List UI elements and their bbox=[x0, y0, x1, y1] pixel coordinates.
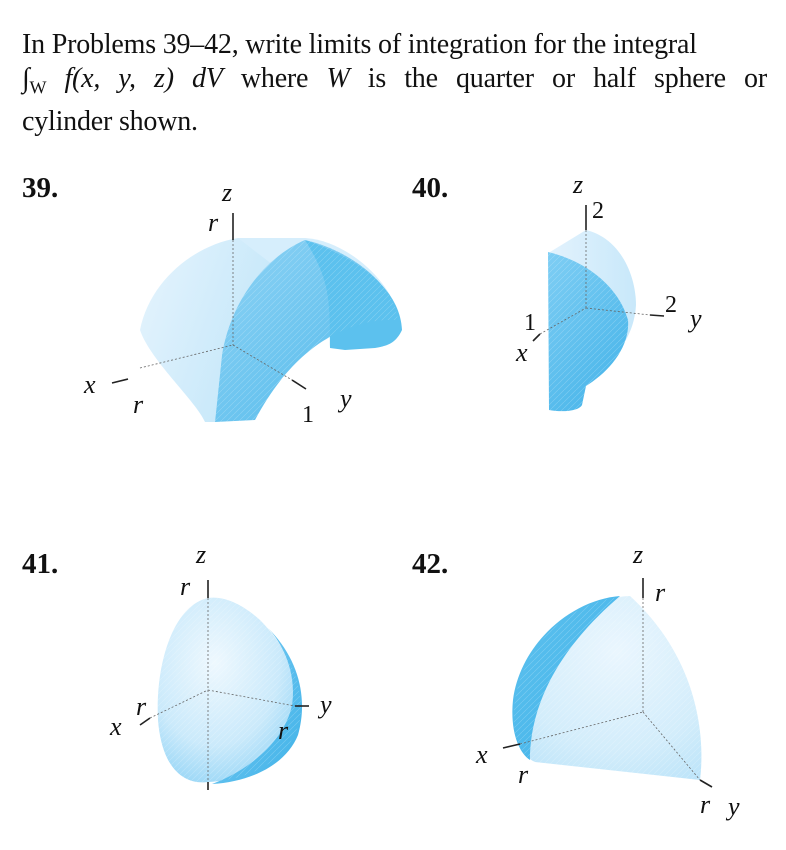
fig39-label-x: x bbox=[84, 370, 96, 399]
fig39-label-y: y bbox=[340, 384, 352, 413]
intro-line-1: In Problems 39–42, write limits of integration for the integral bbox=[22, 29, 697, 60]
fig42-label-y: y bbox=[728, 792, 740, 821]
fig39-label-r-x: r bbox=[133, 390, 144, 419]
fig39-label-r-top: r bbox=[208, 208, 219, 237]
intro-rest: is the quarter or half sphere or bbox=[367, 63, 767, 94]
fig42-label-r-y: r bbox=[700, 790, 711, 819]
problem-number-39: 39. bbox=[22, 172, 59, 204]
fig40-label-y: y bbox=[690, 304, 702, 333]
integral-sign: ∫ bbox=[22, 63, 30, 94]
fig42-label-z: z bbox=[633, 540, 644, 569]
integral-subscript: W bbox=[29, 77, 47, 98]
fig39-label-one: 1 bbox=[302, 402, 314, 428]
fig40-label-two-z: 2 bbox=[592, 198, 604, 224]
fig40-label-one: 1 bbox=[524, 310, 536, 336]
fig40-label-z: z bbox=[573, 170, 584, 199]
region-symbol: W bbox=[326, 63, 350, 94]
fig42-solid bbox=[512, 596, 701, 780]
problem-number-40: 40. bbox=[412, 172, 449, 204]
fig39-label-z: z bbox=[222, 178, 233, 207]
fig42-label-x: x bbox=[476, 740, 488, 769]
fig41-label-x: x bbox=[110, 712, 122, 741]
fig41-label-z: z bbox=[196, 540, 207, 569]
fig40-label-x: x bbox=[516, 338, 528, 367]
fig42-label-r-top: r bbox=[655, 578, 666, 607]
problem-number-42: 42. bbox=[412, 548, 449, 580]
fig42-label-r-x: r bbox=[518, 760, 529, 789]
intro-line-3: cylinder shown. bbox=[22, 105, 198, 137]
integrand: f(x, y, z) dV bbox=[64, 63, 223, 94]
fig41-label-r-y: r bbox=[278, 716, 289, 745]
fig41-label-r-top: r bbox=[180, 572, 191, 601]
problem-number-41: 41. bbox=[22, 548, 59, 580]
fig41-label-r-x: r bbox=[136, 692, 147, 721]
fig41-label-y: y bbox=[320, 690, 332, 719]
intro-word-where: where bbox=[240, 63, 309, 94]
fig40-label-two-y: 2 bbox=[665, 292, 677, 318]
